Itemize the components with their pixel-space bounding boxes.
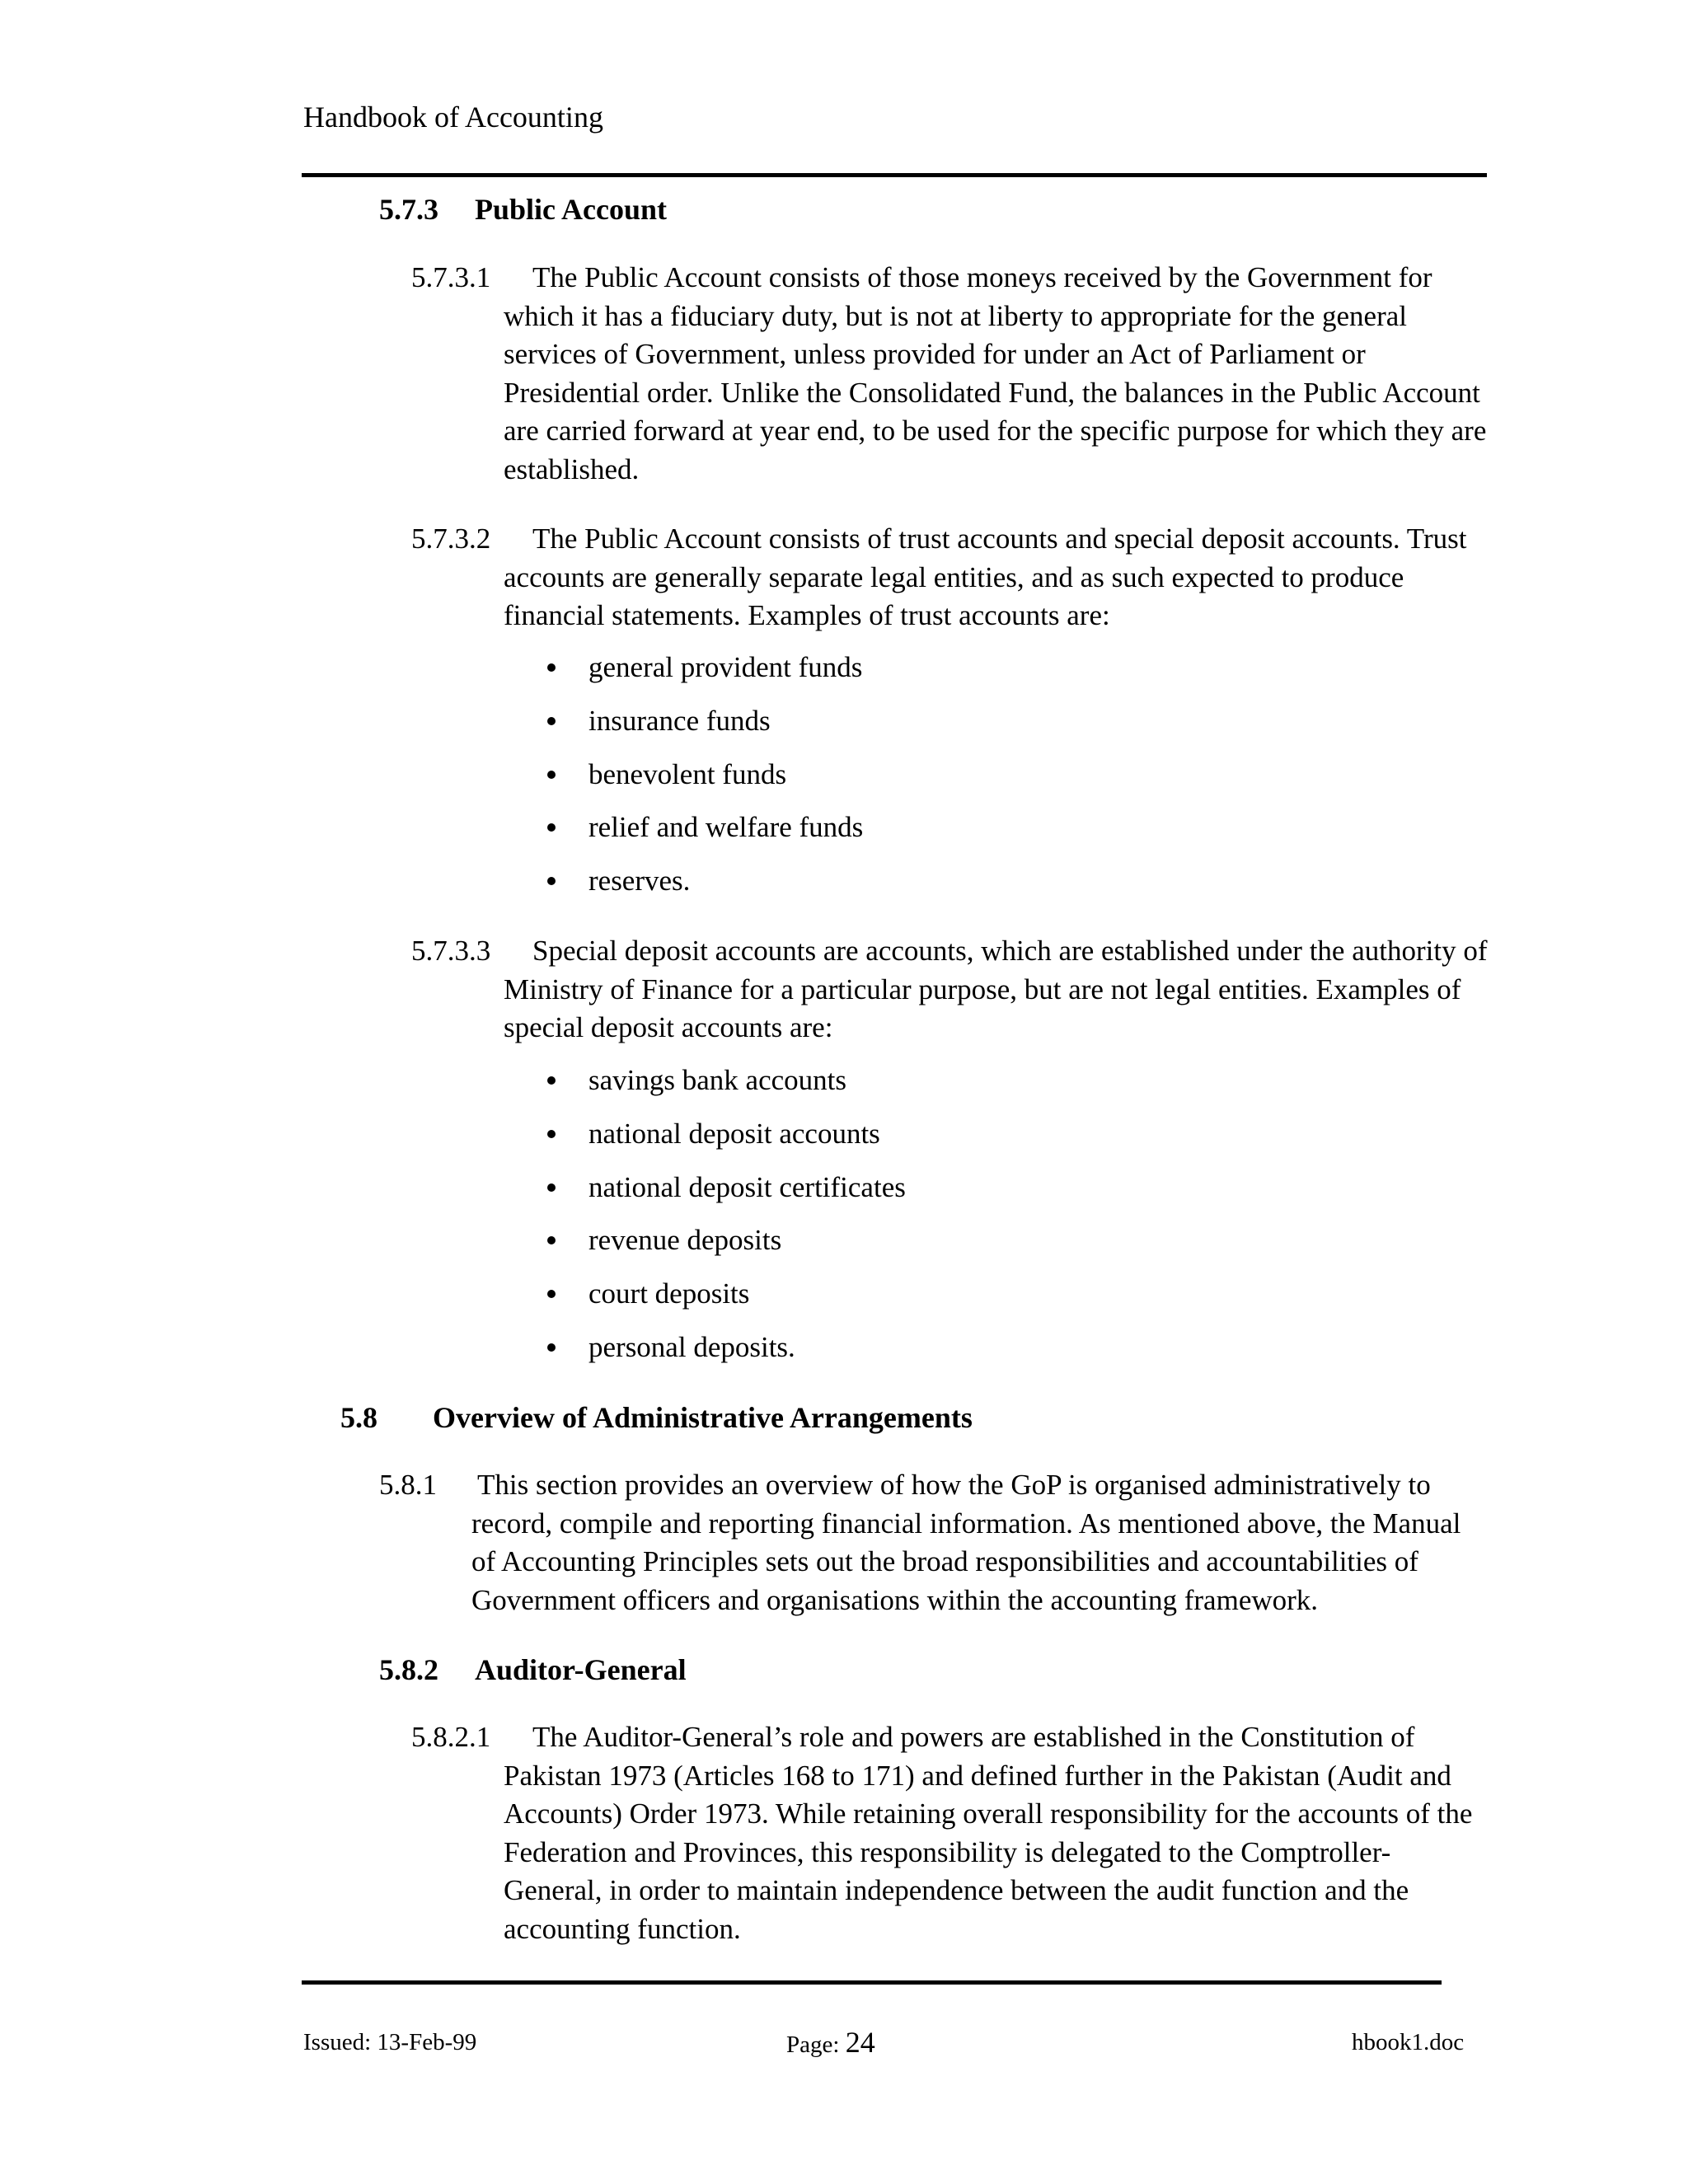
list-item: reserves. bbox=[588, 862, 863, 916]
section-title: Auditor-General bbox=[475, 1653, 687, 1686]
paragraph-text: The Auditor-General’s role and powers are established in the Constitution of Pakistan 1973 (Articles 168 to 171) and defined further in the Pakistan (Audit and Accounts) Order 1973. While retaining overall responsibility for the accounts of the Federation and Provinces, this responsibility is delegated to the Comptroller-General, in order to maintain independence between the audit function and the accounting function. bbox=[504, 1721, 1473, 1945]
list-item: benevolent funds bbox=[588, 756, 863, 809]
paragraph-text: The Public Account consists of trust accounts and special deposit accounts. Trust accounts are generally separate legal entities, and as such expected to produce financial statements. Examples of trust accounts are: bbox=[504, 523, 1467, 631]
list-item: relief and welfare funds bbox=[588, 808, 863, 862]
paragraph-5-8-1 bbox=[379, 1466, 1489, 1619]
section-number: 5.8 bbox=[340, 1401, 377, 1434]
paragraph-number: 5.8.1 bbox=[379, 1469, 437, 1501]
bullet-icon bbox=[547, 1183, 556, 1192]
page-number: 24 bbox=[845, 2026, 875, 2059]
footer-rule bbox=[302, 1980, 1442, 1985]
paragraph-5-7-3-3 bbox=[411, 932, 1489, 1047]
paragraph-text: This section provides an overview of how the GoP is organised administratively to record, compile and reporting financial information. As mentioned above, the Manual of Accounting Principles sets out the broad responsibilities and accountabilities of Government officers and organisations within the accounting framework. bbox=[471, 1469, 1461, 1616]
paragraph-text: Special deposit accounts are accounts, which are established under the authority of Ministry of Finance for a particular purpose, but are not legal entities. Examples of special deposit accounts are: bbox=[504, 935, 1488, 1043]
section-number: 5.7.3 bbox=[379, 193, 438, 226]
footer-filename: hbook1.doc bbox=[1352, 2029, 1465, 2055]
paragraph-5-7-3-2 bbox=[411, 520, 1489, 635]
paragraph-text: The Public Account consists of those moneys received by the Government for which it has a fiduciary duty, but is not at liberty to appropriate for the general services of Government, unless provided for under an Act of Parliament or Presidential order. Unlike the Consolidated Fund, the balances in the Public Account are carried forward at year end, to be used for the specific purpose for which they are established. bbox=[504, 261, 1487, 485]
bullet-icon bbox=[547, 663, 556, 672]
bullet-icon bbox=[547, 1343, 556, 1352]
bullet-icon bbox=[547, 1236, 556, 1244]
trust-accounts-list bbox=[588, 649, 863, 916]
paragraph-number: 5.7.3.3 bbox=[411, 935, 491, 967]
paragraph-number: 5.7.3.2 bbox=[411, 523, 491, 555]
section-heading-5-8 bbox=[340, 1399, 973, 1436]
paragraph-number: 5.8.2.1 bbox=[411, 1721, 491, 1753]
bullet-icon bbox=[547, 1130, 556, 1138]
section-number: 5.8.2 bbox=[379, 1653, 438, 1686]
bullet-icon bbox=[547, 823, 556, 832]
list-item: national deposit certificates bbox=[588, 1169, 906, 1222]
list-item: general provident funds bbox=[588, 649, 863, 702]
list-item: court deposits bbox=[588, 1275, 906, 1329]
section-heading-5-7-3 bbox=[379, 191, 667, 227]
section-heading-5-8-2 bbox=[379, 1652, 687, 1688]
special-deposit-accounts-list bbox=[588, 1062, 906, 1382]
list-item: personal deposits. bbox=[588, 1329, 906, 1382]
bullet-icon bbox=[547, 1076, 556, 1085]
list-item: national deposit accounts bbox=[588, 1115, 906, 1169]
bullet-icon bbox=[547, 1290, 556, 1298]
running-header: Handbook of Accounting bbox=[303, 101, 603, 134]
bullet-icon bbox=[547, 771, 556, 779]
section-title: Public Account bbox=[475, 193, 668, 226]
section-title: Overview of Administrative Arrangements bbox=[433, 1401, 973, 1434]
list-item: revenue deposits bbox=[588, 1221, 906, 1275]
bullet-icon bbox=[547, 877, 556, 885]
header-rule bbox=[302, 173, 1487, 177]
list-item: insurance funds bbox=[588, 702, 863, 756]
footer-issued-date: Issued: 13-Feb-99 bbox=[303, 2029, 477, 2055]
page-label: Page: bbox=[786, 2032, 840, 2058]
paragraph-5-7-3-1 bbox=[411, 259, 1489, 489]
list-item: savings bank accounts bbox=[588, 1062, 906, 1115]
bullet-icon bbox=[547, 717, 556, 725]
footer-page bbox=[786, 2027, 875, 2060]
paragraph-5-8-2-1 bbox=[411, 1718, 1489, 1948]
paragraph-number: 5.7.3.1 bbox=[411, 261, 491, 293]
